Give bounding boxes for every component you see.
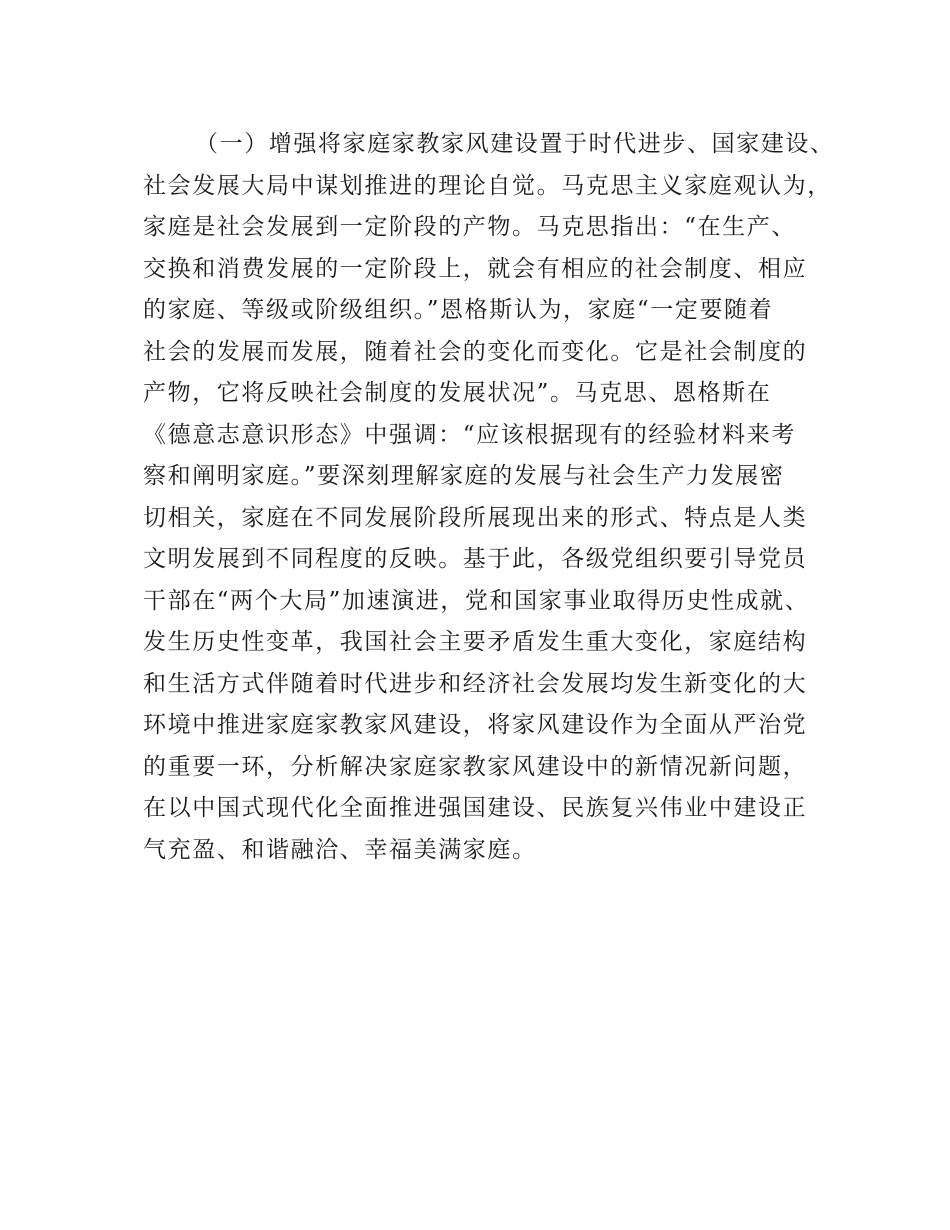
paragraph-line: 察和阐明家庭。”要深刻理解家庭的发展与社会生产力发展密 — [143, 463, 785, 489]
paragraph-line: 社会的发展而发展，随着社会的变化而变化。它是社会制度的 — [143, 338, 808, 365]
paragraph-line: 的重要一环，分析解决家庭家教家风建设中的新情况新问题， — [143, 753, 808, 780]
body-paragraph — [143, 124, 833, 871]
paragraph-line: 和生活方式伴随着时代进步和经济社会发展均发生新变化的大 — [143, 670, 808, 697]
paragraph-line: 切相关，家庭在不同发展阶段所展现出来的形式、特点是人类 — [143, 504, 808, 531]
paragraph-line: 社会发展大局中谋划推进的理论自觉。马克思主义家庭观认为， — [143, 172, 832, 199]
paragraph-line: 产物，它将反映社会制度的发展状况”。马克思、恩格斯在 — [143, 380, 772, 406]
paragraph-line: 环境中推进家庭家教家风建设，将家风建设作为全面从严治党 — [143, 712, 808, 738]
paragraph-line: 家庭是社会发展到一定阶段的产物。马克思指出：“在生产、 — [143, 214, 796, 240]
paragraph-line: 干部在“两个大局”加速演进，党和国家事业取得历史性成就、 — [143, 587, 810, 614]
paragraph-line: 《德意志意识形态》中强调：“应该根据现有的经验材料来考 — [143, 421, 796, 448]
paragraph-line: 交换和消费发展的一定阶段上，就会有相应的社会制度、相应 — [143, 255, 808, 282]
paragraph-line: （一）增强将家庭家教家风建设置于时代进步、国家建设、 — [195, 131, 835, 157]
paragraph-line: 在以中国式现代化全面推进强国建设、民族复兴伟业中建设正 — [143, 795, 808, 821]
paragraph-line: 气充盈、和谐融洽、幸福美满家庭。 — [143, 836, 537, 863]
paragraph-line: 文明发展到不同程度的反映。基于此，各级党组织要引导党员 — [143, 546, 808, 572]
paragraph-line: 的家庭、等级或阶级组织。”恩格斯认为，家庭“一定要随着 — [143, 297, 774, 323]
paragraph-line: 发生历史性变革，我国社会主要矛盾发生重大变化，家庭结构 — [143, 629, 808, 655]
